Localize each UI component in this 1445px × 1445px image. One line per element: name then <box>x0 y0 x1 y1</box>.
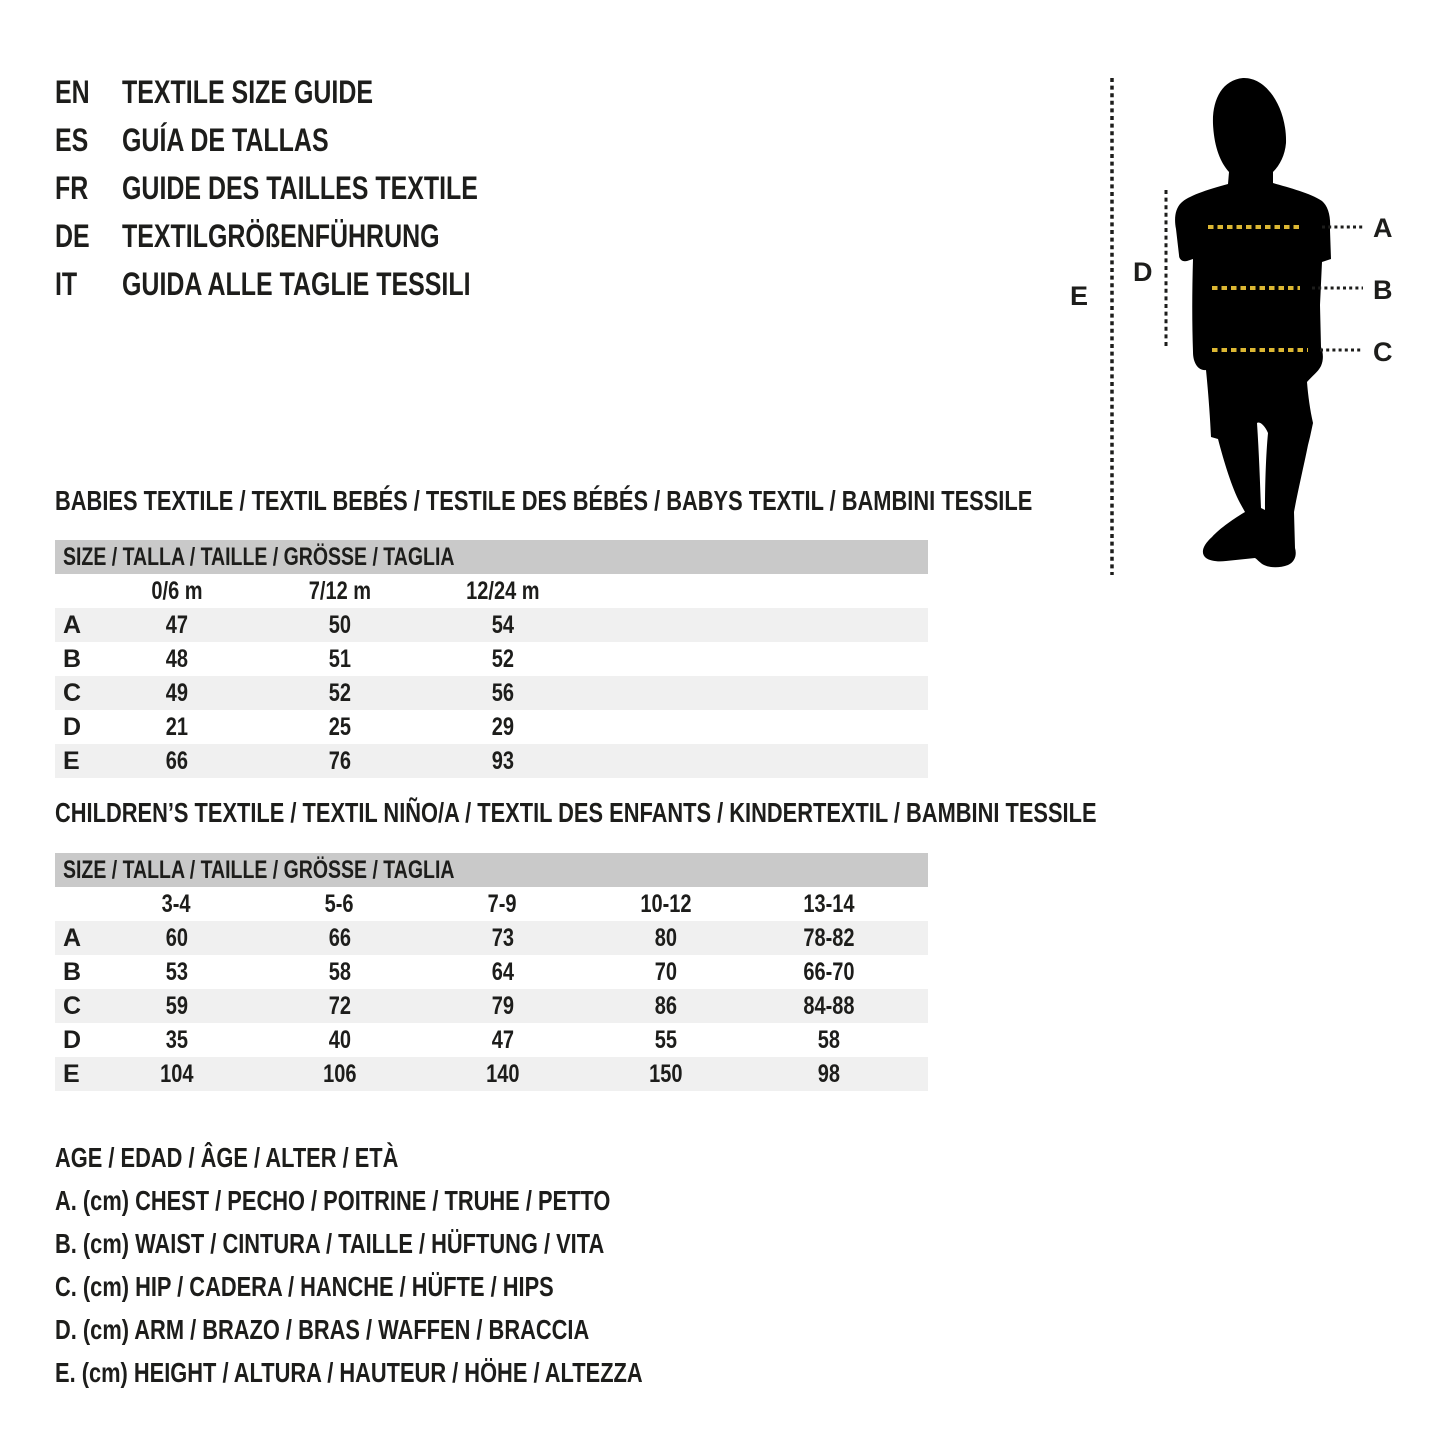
cell-value: 79 <box>491 991 514 1020</box>
measure-label-c: C <box>1373 337 1393 367</box>
table-row-a <box>55 608 928 642</box>
cell-value: 98 <box>817 1059 840 1088</box>
cell-value: 25 <box>328 712 351 741</box>
column-header-text: 0/6 m <box>150 576 203 605</box>
cell-value: 40 <box>328 1025 351 1054</box>
table-cell <box>258 992 421 1021</box>
table-cell <box>421 958 584 987</box>
column-header <box>95 577 258 606</box>
cell-value: 86 <box>654 991 677 1020</box>
cell-value: 47 <box>491 1025 514 1054</box>
table-cell <box>95 747 258 776</box>
table-cell <box>747 992 910 1021</box>
size-header-label: SIZE / TALLA / TAILLE / GRÖSSE / TAGLIA <box>63 542 455 571</box>
legend-line-age <box>55 1136 808 1179</box>
table-cell <box>421 1060 584 1089</box>
cell-value: 150 <box>648 1059 683 1088</box>
table-cell <box>421 645 584 674</box>
legend-text: E. (cm) HEIGHT / ALTURA / HAUTEUR / HÖHE / ALTEZZA <box>55 1357 643 1388</box>
table-cell <box>95 645 258 674</box>
table-cell <box>421 611 584 640</box>
language-row-en <box>55 68 578 116</box>
table-cell <box>421 1026 584 1055</box>
row-label: A <box>63 923 82 952</box>
legend-line-height <box>55 1351 808 1394</box>
table-cell <box>584 924 747 953</box>
cell-value: 55 <box>654 1025 677 1054</box>
cell-value: 80 <box>654 923 677 952</box>
cell-value: 104 <box>159 1059 194 1088</box>
legend-line-arm <box>55 1308 808 1351</box>
table-row-b <box>55 642 928 676</box>
table-row-c <box>55 989 928 1023</box>
legend-line-hip <box>55 1265 808 1308</box>
babies-section-title-text: BABIES TEXTILE / TEXTIL BEBÉS / TESTILE DES BÉBÉS / BABYS TEXTIL / BAMBINI TESSILE <box>55 485 1033 516</box>
measurement-figure <box>1040 60 1440 605</box>
table-cell <box>747 1026 910 1055</box>
language-code: FR <box>55 170 89 206</box>
cell-value: 51 <box>328 644 351 673</box>
table-row-b <box>55 955 928 989</box>
guide-title-de: TEXTILGRÖßENFÜHRUNG <box>122 218 440 254</box>
table-cell <box>258 679 421 708</box>
table-cell <box>95 958 258 987</box>
table-cell <box>421 992 584 1021</box>
legend-line-waist <box>55 1222 808 1265</box>
cell-value: 64 <box>491 957 514 986</box>
cell-value: 50 <box>328 610 351 639</box>
children-section-title-text: CHILDREN’S TEXTILE / TEXTIL NIÑO/A / TEXTIL DES ENFANTS / KINDERTEXTIL / BAMBINI TESSILE <box>55 797 1097 828</box>
column-header <box>584 890 747 919</box>
column-header-text: 13-14 <box>802 889 855 918</box>
table-row-d <box>55 1023 928 1057</box>
column-header-text: 3-4 <box>162 889 191 918</box>
table-cell <box>258 1026 421 1055</box>
babies-size-header-band <box>55 540 928 574</box>
table-row-d <box>55 710 928 744</box>
measurement-legend <box>55 1136 808 1394</box>
guide-title-en: TEXTILE SIZE GUIDE <box>122 74 374 110</box>
row-label: B <box>63 957 82 986</box>
table-row-e <box>55 744 928 778</box>
legend-line-chest <box>55 1179 808 1222</box>
table-cell <box>421 924 584 953</box>
cell-value: 78-82 <box>802 923 855 952</box>
babies-section-title <box>55 484 1308 518</box>
cell-value: 72 <box>328 991 351 1020</box>
guide-title-it: GUIDA ALLE TAGLIE TESSILI <box>122 266 471 302</box>
cell-value: 66 <box>165 746 188 775</box>
children-column-header-row <box>55 887 928 921</box>
cell-value: 52 <box>491 644 514 673</box>
language-code: EN <box>55 74 90 110</box>
column-header <box>258 890 421 919</box>
table-cell <box>258 747 421 776</box>
table-cell <box>421 713 584 742</box>
column-header <box>258 577 421 606</box>
cell-value: 73 <box>491 923 514 952</box>
language-title-list <box>55 68 578 308</box>
cell-value: 29 <box>491 712 514 741</box>
table-cell <box>258 713 421 742</box>
cell-value: 53 <box>165 957 188 986</box>
cell-value: 93 <box>491 746 514 775</box>
table-cell <box>258 645 421 674</box>
column-header <box>95 890 258 919</box>
table-cell <box>258 611 421 640</box>
table-cell <box>421 747 584 776</box>
row-label: D <box>63 1025 82 1054</box>
language-row-de <box>55 212 578 260</box>
table-cell <box>95 924 258 953</box>
column-header-text: 7/12 m <box>308 576 371 605</box>
language-code: ES <box>55 122 89 158</box>
cell-value: 58 <box>328 957 351 986</box>
measure-label-e: E <box>1070 281 1089 311</box>
cell-value: 54 <box>491 610 514 639</box>
measure-label-b: B <box>1373 275 1393 305</box>
language-code: DE <box>55 218 90 254</box>
cell-value: 140 <box>485 1059 520 1088</box>
row-label: C <box>63 991 82 1020</box>
cell-value: 106 <box>322 1059 357 1088</box>
cell-value: 48 <box>165 644 188 673</box>
row-label: C <box>63 678 82 707</box>
table-cell <box>258 1060 421 1089</box>
cell-value: 47 <box>165 610 188 639</box>
table-cell <box>747 1060 910 1089</box>
size-header-label: SIZE / TALLA / TAILLE / GRÖSSE / TAGLIA <box>63 855 455 884</box>
cell-value: 59 <box>165 991 188 1020</box>
column-header-text: 12/24 m <box>465 576 540 605</box>
table-cell <box>95 611 258 640</box>
babies-size-table <box>55 540 928 778</box>
table-cell <box>747 958 910 987</box>
column-header <box>421 890 584 919</box>
cell-value: 84-88 <box>802 991 855 1020</box>
table-cell <box>95 679 258 708</box>
row-label: E <box>63 746 80 775</box>
cell-value: 35 <box>165 1025 188 1054</box>
legend-text: B. (cm) WAIST / CINTURA / TAILLE / HÜFTUNG / VITA <box>55 1228 605 1259</box>
cell-value: 66 <box>328 923 351 952</box>
cell-value: 49 <box>165 678 188 707</box>
cell-value: 21 <box>165 712 188 741</box>
column-header-text: 7-9 <box>488 889 517 918</box>
legend-text: D. (cm) ARM / BRAZO / BRAS / WAFFEN / BRACCIA <box>55 1314 590 1345</box>
column-header <box>747 890 910 919</box>
table-cell <box>95 713 258 742</box>
children-size-table <box>55 853 928 1091</box>
table-cell <box>584 992 747 1021</box>
measure-label-a: A <box>1373 213 1393 243</box>
legend-text: C. (cm) HIP / CADERA / HANCHE / HÜFTE / HIPS <box>55 1271 554 1302</box>
legend-text: A. (cm) CHEST / PECHO / POITRINE / TRUHE / PETTO <box>55 1185 611 1216</box>
table-cell <box>584 1060 747 1089</box>
language-row-fr <box>55 164 578 212</box>
table-cell <box>584 1026 747 1055</box>
table-cell <box>95 1060 258 1089</box>
cell-value: 66-70 <box>802 957 855 986</box>
row-label: B <box>63 644 82 673</box>
children-size-header-band <box>55 853 928 887</box>
language-row-es <box>55 116 578 164</box>
language-code: IT <box>55 266 78 302</box>
column-header <box>421 577 584 606</box>
table-row-a <box>55 921 928 955</box>
cell-value: 70 <box>654 957 677 986</box>
table-cell <box>258 958 421 987</box>
column-header-text: 10-12 <box>639 889 692 918</box>
measure-label-d: D <box>1133 257 1153 287</box>
column-header-text: 5-6 <box>325 889 354 918</box>
cell-value: 52 <box>328 678 351 707</box>
table-row-c <box>55 676 928 710</box>
language-row-it <box>55 260 578 308</box>
table-cell <box>95 1026 258 1055</box>
cell-value: 60 <box>165 923 188 952</box>
children-section-title <box>55 796 1390 830</box>
cell-value: 58 <box>817 1025 840 1054</box>
row-label: D <box>63 712 82 741</box>
row-label: A <box>63 610 82 639</box>
table-row-e <box>55 1057 928 1091</box>
legend-text: AGE / EDAD / ÂGE / ALTER / ETÀ <box>55 1142 399 1173</box>
cell-value: 76 <box>328 746 351 775</box>
guide-title-fr: GUIDE DES TAILLES TEXTILE <box>122 170 478 206</box>
row-label: E <box>63 1059 80 1088</box>
babies-column-header-row <box>55 574 928 608</box>
guide-title-es: GUÍA DE TALLAS <box>122 122 329 158</box>
table-cell <box>421 679 584 708</box>
cell-value: 56 <box>491 678 514 707</box>
table-cell <box>258 924 421 953</box>
table-cell <box>95 992 258 1021</box>
table-cell <box>584 958 747 987</box>
table-cell <box>747 924 910 953</box>
